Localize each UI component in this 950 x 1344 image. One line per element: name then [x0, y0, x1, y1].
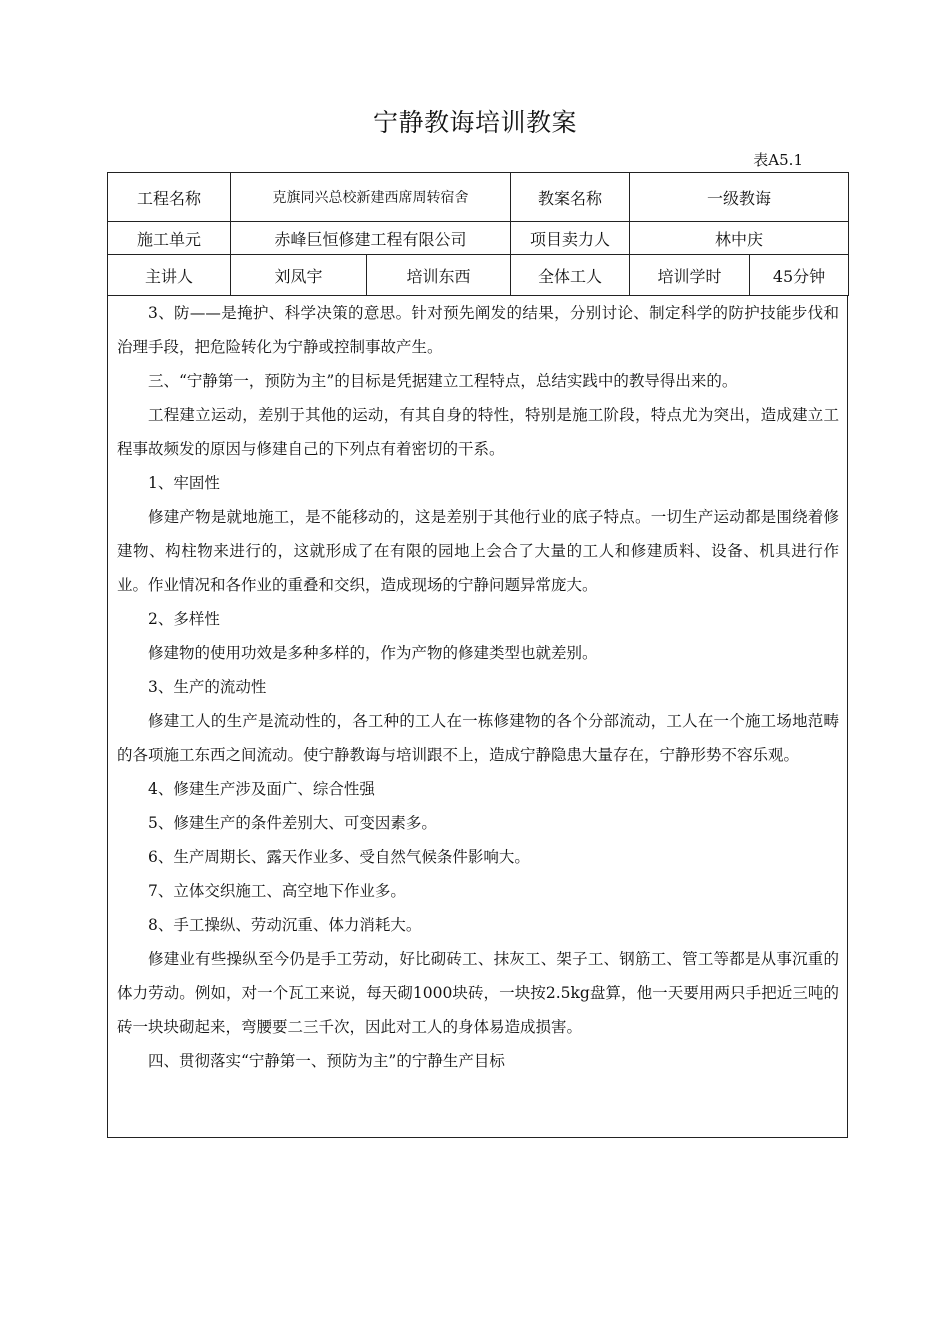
paragraph: 四、贯彻落实“宁静第一、预防为主”的宁静生产目标 — [148, 1052, 505, 1070]
training-hours-value: 45分钟 — [750, 255, 849, 296]
project-name-value: 克旗同兴总校新建西席周转宿舍 — [231, 173, 511, 222]
paragraph: 修建产物是就地施工，是不能移动的，这是差别于其他行业的底子特点。一切生产运动都是围绕着修建物、构柱物来进行的，这就形成了在有限的园地上会合了大量的工人和修建质料、设备、机具进行作业。作业情况和各作业的重叠和交织，造成现场的宁静问题异常庞大。 — [117, 508, 839, 594]
paragraph: 3、防——是掩护、科学决策的意思。针对预先阐发的结果，分别讨论、制定科学的防护技能步伐和治理手段，把危险转化为宁静或控制事故产生。 — [117, 304, 839, 356]
paragraph: 7、立体交织施工、高空地下作业多。 — [148, 882, 406, 900]
paragraph: 8、手工操纵、劳动沉重、体力消耗大。 — [148, 916, 422, 934]
info-row-lecturer — [108, 255, 849, 296]
training-hours-label: 培训学时 — [630, 255, 750, 296]
project-manager-label: 项目卖力人 — [511, 222, 630, 255]
lesson-content — [108, 295, 847, 1078]
construction-unit-label: 施工单元 — [108, 222, 231, 255]
paragraph: 修建物的使用功效是多种多样的，作为产物的修建类型也就差别。 — [148, 644, 598, 662]
form-code: 表A5.1 — [753, 151, 803, 169]
plan-name-label: 教案名称 — [511, 173, 630, 222]
lecturer-label: 主讲人 — [108, 255, 231, 296]
paragraph: 2、多样性 — [148, 610, 220, 628]
plan-name-value: 一级教诲 — [630, 173, 849, 222]
lecturer-value: 刘凤宇 — [231, 255, 367, 296]
info-row-unit — [108, 222, 849, 255]
paragraph: 1、牢固性 — [148, 474, 220, 492]
project-name-label: 工程名称 — [108, 173, 231, 222]
lesson-content-box — [107, 295, 848, 1138]
paragraph: 修建业有些操纵至今仍是手工劳动，好比砌砖工、抹灰工、架子工、钢筋工、管工等都是从事沉重的体力劳动。例如，对一个瓦工来说，每天砌1000块砖，一块按2.5kg盘算，他一天要用两只手把近三吨的砖一块块砌起来，弯腰要二三千次，因此对工人的身体易造成损害。 — [117, 950, 839, 1036]
paragraph: 修建工人的生产是流动性的，各工种的工人在一栋修建物的各个分部流动，工人在一个施工场地范畴的各项施工东西之间流动。使宁静教诲与培训跟不上，造成宁静隐患大量存在，宁静形势不容乐观。 — [117, 712, 839, 764]
info-row-project — [108, 173, 849, 222]
project-manager-value: 林中庆 — [630, 222, 849, 255]
paragraph: 6、生产周期长、露天作业多、受自然气候条件影响大。 — [148, 848, 530, 866]
paragraph: 三、“宁静第一，预防为主”的目标是凭据建立工程特点，总结实践中的教导得出来的。 — [148, 372, 738, 390]
training-content-value: 全体工人 — [511, 255, 630, 296]
info-table — [107, 172, 849, 296]
construction-unit-value: 赤峰巨恒修建工程有限公司 — [231, 222, 511, 255]
training-content-label: 培训东西 — [367, 255, 511, 296]
paragraph: 5、修建生产的条件差别大、可变因素多。 — [148, 814, 437, 832]
document-title: 宁静教诲培训教案 — [372, 108, 577, 137]
paragraph: 4、修建生产涉及面广、综合性强 — [148, 780, 375, 798]
paragraph: 3、生产的流动性 — [148, 678, 267, 696]
paragraph: 工程建立运动，差别于其他的运动，有其自身的特性，特别是施工阶段，特点尤为突出，造成建立工程事故频发的原因与修建自己的下列点有着密切的干系。 — [117, 406, 839, 458]
